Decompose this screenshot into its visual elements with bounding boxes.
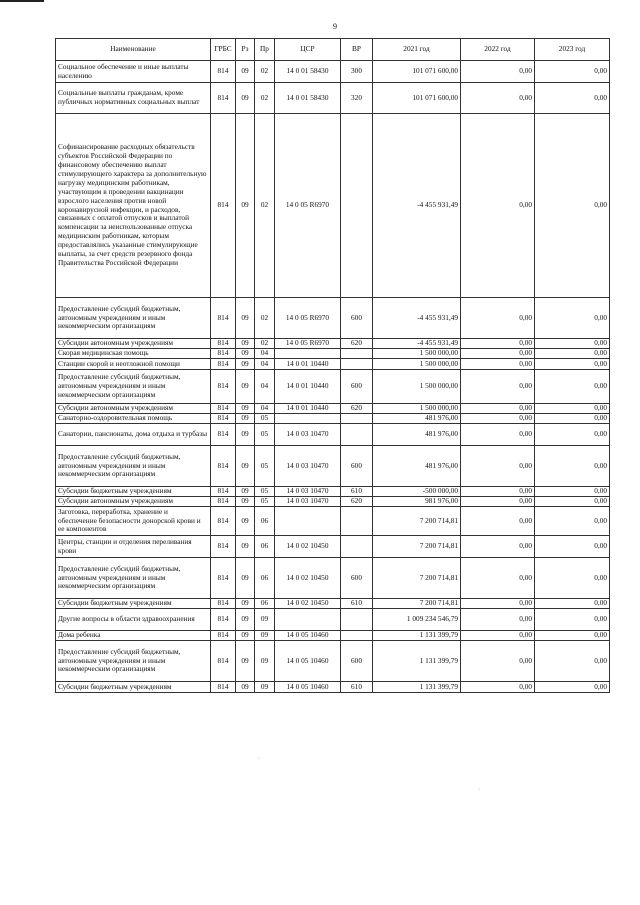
cell-2022: 0,00 <box>461 609 535 631</box>
cell-grbs: 814 <box>211 487 236 497</box>
cell-2023: 0,00 <box>535 446 610 487</box>
cell-vr: 610 <box>341 487 373 497</box>
cell-vr: 600 <box>341 641 373 682</box>
cell-vr: 610 <box>341 599 373 609</box>
cell-2021: 1 500 000,00 <box>373 359 461 370</box>
cell-2021: 481 976,00 <box>373 414 461 424</box>
cell-name: Предоставление субсидий бюджетным, автономным учреждениям и иным некоммерческим организациям <box>56 370 211 404</box>
cell-name: Санатории, пансионаты, дома отдыха и турбазы <box>56 424 211 446</box>
cell-grbs: 814 <box>211 83 236 114</box>
cell-2021: 1 131 399,79 <box>373 682 461 693</box>
cell-rz: 09 <box>236 424 255 446</box>
cell-2023: 0,00 <box>535 609 610 631</box>
table-row <box>56 339 610 349</box>
cell-grbs: 814 <box>211 599 236 609</box>
cell-2022: 0,00 <box>461 424 535 446</box>
cell-2022: 0,00 <box>461 446 535 487</box>
cell-csr: 14 0 02 10450 <box>275 599 341 609</box>
cell-2022: 0,00 <box>461 414 535 424</box>
cell-csr: 14 0 05 10460 <box>275 641 341 682</box>
cell-vr: 600 <box>341 298 373 339</box>
cell-grbs: 814 <box>211 114 236 298</box>
cell-pr: 02 <box>255 114 275 298</box>
cell-pr: 04 <box>255 349 275 359</box>
cell-rz: 09 <box>236 599 255 609</box>
cell-grbs: 814 <box>211 61 236 83</box>
cell-grbs: 814 <box>211 609 236 631</box>
cell-csr: 14 0 05 R6970 <box>275 114 341 298</box>
table-row <box>56 404 610 414</box>
cell-rz: 09 <box>236 507 255 536</box>
table-row <box>56 61 610 83</box>
table-body <box>56 61 610 693</box>
header-2022: 2022 год <box>461 39 535 61</box>
cell-2023: 0,00 <box>535 536 610 558</box>
cell-2023: 0,00 <box>535 404 610 414</box>
cell-csr: 14 0 05 10460 <box>275 631 341 641</box>
cell-rz: 09 <box>236 497 255 507</box>
header-name: Наименование <box>56 39 211 61</box>
cell-name: Предоставление субсидий бюджетным, автономным учреждениям и иным некоммерческим организациям <box>56 641 211 682</box>
cell-csr: 14 0 05 R6970 <box>275 298 341 339</box>
cell-rz: 09 <box>236 339 255 349</box>
cell-name: Санаторно-оздоровительная помощь <box>56 414 211 424</box>
cell-grbs: 814 <box>211 558 236 599</box>
cell-rz: 09 <box>236 631 255 641</box>
cell-2023: 0,00 <box>535 631 610 641</box>
cell-2022: 0,00 <box>461 359 535 370</box>
header-rz: Рз <box>236 39 255 61</box>
cell-pr: 05 <box>255 497 275 507</box>
cell-grbs: 814 <box>211 497 236 507</box>
cell-vr: 600 <box>341 370 373 404</box>
budget-table <box>55 38 610 693</box>
cell-2021: -500 000,00 <box>373 487 461 497</box>
cell-pr: 09 <box>255 631 275 641</box>
scan-dot: · <box>478 787 480 793</box>
cell-2021: 1 131 399,79 <box>373 631 461 641</box>
cell-2021: 101 071 600,00 <box>373 83 461 114</box>
cell-2022: 0,00 <box>461 536 535 558</box>
cell-2021: 481 976,00 <box>373 446 461 487</box>
cell-pr: 09 <box>255 682 275 693</box>
cell-csr: 14 0 01 58430 <box>275 61 341 83</box>
table-row <box>56 487 610 497</box>
cell-pr: 04 <box>255 370 275 404</box>
header-row <box>56 39 610 61</box>
cell-2021: 1 131 399,79 <box>373 641 461 682</box>
cell-grbs: 814 <box>211 424 236 446</box>
cell-2021: 1 500 000,00 <box>373 370 461 404</box>
cell-pr: 02 <box>255 339 275 349</box>
header-vr: ВР <box>341 39 373 61</box>
cell-name: Субсидии автономным учреждениям <box>56 404 211 414</box>
cell-2023: 0,00 <box>535 497 610 507</box>
cell-csr <box>275 507 341 536</box>
cell-2021: -4 455 931,49 <box>373 298 461 339</box>
cell-name: Предоставление субсидий бюджетным, автономным учреждениям и иным некоммерческим организациям <box>56 558 211 599</box>
cell-2023: 0,00 <box>535 114 610 298</box>
table-row <box>56 631 610 641</box>
cell-pr: 05 <box>255 446 275 487</box>
cell-name: Субсидии бюджетным учреждениям <box>56 599 211 609</box>
cell-2023: 0,00 <box>535 61 610 83</box>
cell-2021: 7 200 714,81 <box>373 507 461 536</box>
cell-2022: 0,00 <box>461 682 535 693</box>
table-row <box>56 536 610 558</box>
cell-2022: 0,00 <box>461 349 535 359</box>
cell-vr: 620 <box>341 404 373 414</box>
cell-grbs: 814 <box>211 446 236 487</box>
cell-name: Софинансирование расходных обязательств субъектов Российской Федерации по финансовому обеспечению выплат стимулирующего характера за дополнительную нагрузку медицинским работникам, участвующим в проведении вакцинации взрослого населения против новой коронавирусной инфекции, и расходов, связанных с оплатой отпусков и выплатой компенсации за неиспользованные отпуска медицинским работникам, которым предоставлялись указанные стимулирующие выплаты, за счет средств резервного фонда Правительства Российской Федерации <box>56 114 211 298</box>
cell-2022: 0,00 <box>461 558 535 599</box>
corner-scan-mark <box>0 0 44 2</box>
cell-2023: 0,00 <box>535 599 610 609</box>
cell-vr: 600 <box>341 446 373 487</box>
cell-2021: 481 976,00 <box>373 424 461 446</box>
cell-vr <box>341 349 373 359</box>
cell-2023: 0,00 <box>535 298 610 339</box>
cell-vr: 620 <box>341 497 373 507</box>
cell-pr: 02 <box>255 298 275 339</box>
cell-rz: 09 <box>236 83 255 114</box>
cell-name: Дома ребенка <box>56 631 211 641</box>
cell-grbs: 814 <box>211 536 236 558</box>
cell-rz: 09 <box>236 359 255 370</box>
cell-csr <box>275 609 341 631</box>
cell-csr: 14 0 01 10440 <box>275 404 341 414</box>
cell-vr <box>341 414 373 424</box>
cell-2022: 0,00 <box>461 298 535 339</box>
cell-2021: 1 009 234 546,79 <box>373 609 461 631</box>
cell-vr <box>341 114 373 298</box>
cell-2021: 1 500 000,00 <box>373 349 461 359</box>
table-row <box>56 83 610 114</box>
table-row <box>56 599 610 609</box>
cell-2021: -4 455 931,49 <box>373 339 461 349</box>
cell-2023: 0,00 <box>535 339 610 349</box>
cell-rz: 09 <box>236 414 255 424</box>
cell-vr: 300 <box>341 61 373 83</box>
cell-pr: 02 <box>255 83 275 114</box>
cell-2023: 0,00 <box>535 507 610 536</box>
cell-name: Скорая медицинская помощь <box>56 349 211 359</box>
cell-vr <box>341 536 373 558</box>
cell-rz: 09 <box>236 641 255 682</box>
cell-2022: 0,00 <box>461 631 535 641</box>
cell-2023: 0,00 <box>535 424 610 446</box>
cell-grbs: 814 <box>211 370 236 404</box>
cell-2022: 0,00 <box>461 61 535 83</box>
cell-name: Социальное обеспечение и иные выплаты населению <box>56 61 211 83</box>
cell-2021: 981 976,00 <box>373 497 461 507</box>
cell-grbs: 814 <box>211 404 236 414</box>
cell-pr: 05 <box>255 414 275 424</box>
header-2021: 2021 год <box>373 39 461 61</box>
header-2023: 2023 год <box>535 39 610 61</box>
cell-grbs: 814 <box>211 507 236 536</box>
cell-2022: 0,00 <box>461 114 535 298</box>
cell-2022: 0,00 <box>461 370 535 404</box>
table-row <box>56 507 610 536</box>
table-row <box>56 298 610 339</box>
cell-csr: 14 0 03 10470 <box>275 424 341 446</box>
cell-csr: 14 0 01 10440 <box>275 370 341 404</box>
cell-2022: 0,00 <box>461 507 535 536</box>
cell-vr <box>341 609 373 631</box>
header-csr: ЦСР <box>275 39 341 61</box>
table-row <box>56 370 610 404</box>
cell-vr: 610 <box>341 682 373 693</box>
cell-pr: 06 <box>255 507 275 536</box>
cell-rz: 09 <box>236 558 255 599</box>
cell-2023: 0,00 <box>535 83 610 114</box>
cell-csr <box>275 349 341 359</box>
cell-csr <box>275 414 341 424</box>
cell-csr: 14 0 05 R6970 <box>275 339 341 349</box>
cell-pr: 06 <box>255 536 275 558</box>
cell-2023: 0,00 <box>535 349 610 359</box>
cell-name: Центры, станции и отделения переливания крови <box>56 536 211 558</box>
cell-name: Станции скорой и неотложной помощи <box>56 359 211 370</box>
cell-grbs: 814 <box>211 631 236 641</box>
cell-vr: 620 <box>341 339 373 349</box>
cell-vr <box>341 359 373 370</box>
cell-rz: 09 <box>236 487 255 497</box>
cell-2021: 7 200 714,81 <box>373 536 461 558</box>
cell-rz: 09 <box>236 61 255 83</box>
cell-vr: 320 <box>341 83 373 114</box>
cell-name: Другие вопросы в области здравоохранения <box>56 609 211 631</box>
cell-grbs: 814 <box>211 339 236 349</box>
cell-grbs: 814 <box>211 641 236 682</box>
table-row <box>56 497 610 507</box>
table-row <box>56 424 610 446</box>
cell-2022: 0,00 <box>461 83 535 114</box>
cell-2023: 0,00 <box>535 558 610 599</box>
cell-2021: 1 500 000,00 <box>373 404 461 414</box>
cell-rz: 09 <box>236 370 255 404</box>
cell-name: Социальные выплаты гражданам, кроме публичных нормативных социальных выплат <box>56 83 211 114</box>
page-number: 9 <box>333 22 337 31</box>
cell-2021: 7 200 714,81 <box>373 558 461 599</box>
cell-pr: 02 <box>255 61 275 83</box>
cell-2021: 7 200 714,81 <box>373 599 461 609</box>
cell-csr: 14 0 01 58430 <box>275 83 341 114</box>
cell-csr: 14 0 03 10470 <box>275 487 341 497</box>
cell-pr: 04 <box>255 404 275 414</box>
cell-2023: 0,00 <box>535 370 610 404</box>
cell-2023: 0,00 <box>535 414 610 424</box>
cell-pr: 05 <box>255 424 275 446</box>
cell-2022: 0,00 <box>461 497 535 507</box>
cell-2021: -4 455 931,49 <box>373 114 461 298</box>
cell-name: Субсидии автономным учреждениям <box>56 497 211 507</box>
table-row <box>56 558 610 599</box>
cell-2023: 0,00 <box>535 682 610 693</box>
cell-csr: 14 0 05 10460 <box>275 682 341 693</box>
cell-rz: 09 <box>236 446 255 487</box>
cell-pr: 05 <box>255 487 275 497</box>
cell-csr: 14 0 02 10450 <box>275 536 341 558</box>
cell-2022: 0,00 <box>461 641 535 682</box>
cell-2023: 0,00 <box>535 641 610 682</box>
cell-rz: 09 <box>236 298 255 339</box>
table-row <box>56 609 610 631</box>
cell-2022: 0,00 <box>461 487 535 497</box>
cell-grbs: 814 <box>211 349 236 359</box>
table-row <box>56 359 610 370</box>
cell-vr <box>341 507 373 536</box>
cell-rz: 09 <box>236 682 255 693</box>
cell-2022: 0,00 <box>461 339 535 349</box>
cell-vr: 600 <box>341 558 373 599</box>
cell-name: Предоставление субсидий бюджетным, автономным учреждениям и иным некоммерческим организациям <box>56 446 211 487</box>
cell-rz: 09 <box>236 114 255 298</box>
cell-grbs: 814 <box>211 682 236 693</box>
cell-name: Субсидии автономным учреждениям <box>56 339 211 349</box>
cell-rz: 09 <box>236 536 255 558</box>
cell-csr: 14 0 01 10440 <box>275 359 341 370</box>
cell-name: Субсидии бюджетным учреждениям <box>56 682 211 693</box>
cell-pr: 09 <box>255 641 275 682</box>
cell-rz: 09 <box>236 349 255 359</box>
cell-grbs: 814 <box>211 298 236 339</box>
cell-rz: 09 <box>236 609 255 631</box>
table-row <box>56 446 610 487</box>
cell-2021: 101 071 600,00 <box>373 61 461 83</box>
cell-csr: 14 0 03 10470 <box>275 446 341 487</box>
cell-csr: 14 0 03 10470 <box>275 497 341 507</box>
cell-pr: 06 <box>255 558 275 599</box>
table-row <box>56 641 610 682</box>
cell-vr <box>341 424 373 446</box>
header-grbs: ГРБС <box>211 39 236 61</box>
cell-rz: 09 <box>236 404 255 414</box>
cell-csr: 14 0 02 10450 <box>275 558 341 599</box>
cell-vr <box>341 631 373 641</box>
cell-2022: 0,00 <box>461 404 535 414</box>
header-pr: Пр <box>255 39 275 61</box>
cell-grbs: 814 <box>211 359 236 370</box>
cell-name: Заготовка, переработка, хранение и обеспечение безопасности донорской крови и ее компонентов <box>56 507 211 536</box>
cell-name: Предоставление субсидий бюджетным, автономным учреждениям и иным некоммерческим организациям <box>56 298 211 339</box>
table-row <box>56 682 610 693</box>
table-row <box>56 414 610 424</box>
cell-pr: 06 <box>255 599 275 609</box>
cell-2023: 0,00 <box>535 359 610 370</box>
cell-grbs: 814 <box>211 414 236 424</box>
scan-dot: · <box>258 756 260 762</box>
table-row <box>56 349 610 359</box>
cell-name: Субсидии бюджетным учреждениям <box>56 487 211 497</box>
cell-pr: 09 <box>255 609 275 631</box>
cell-2022: 0,00 <box>461 599 535 609</box>
table-row <box>56 114 610 298</box>
cell-2023: 0,00 <box>535 487 610 497</box>
cell-pr: 04 <box>255 359 275 370</box>
